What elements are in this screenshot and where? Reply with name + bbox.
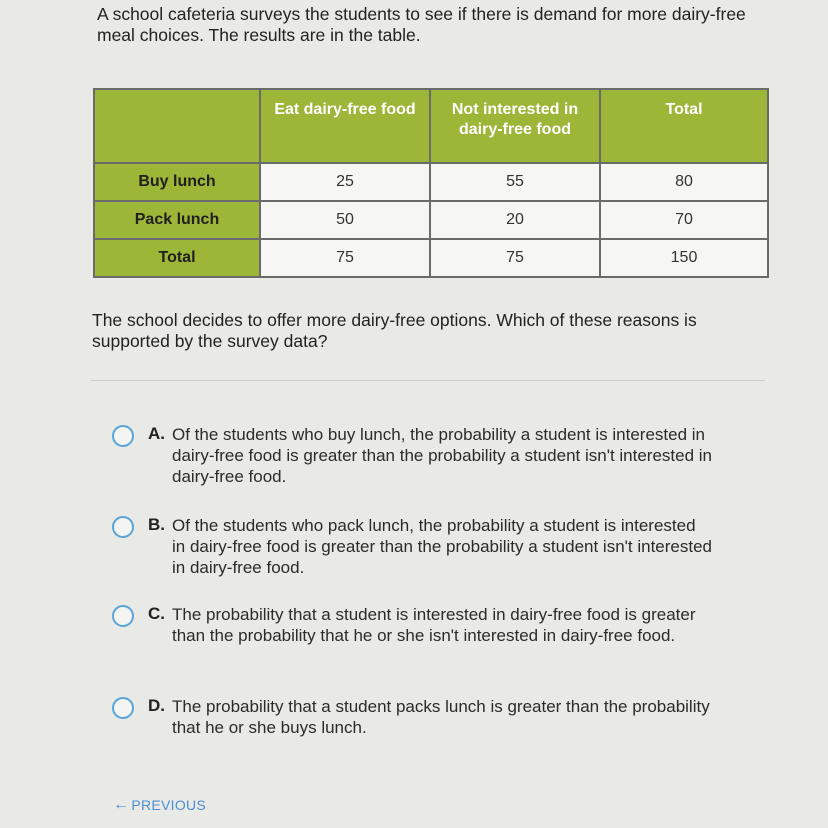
previous-label: PREVIOUS (131, 797, 207, 813)
table-row (94, 163, 768, 201)
divider (90, 380, 765, 381)
table-cell: 75 (430, 239, 600, 277)
choice-b[interactable] (112, 515, 732, 578)
table-header-not-interested: Not interested in dairy-free food (430, 89, 600, 163)
table-cell: 50 (260, 201, 430, 239)
table-cell: 150 (600, 239, 768, 277)
survey-table (93, 88, 769, 278)
row-label-total: Total (94, 239, 260, 277)
table-cell: 70 (600, 201, 768, 239)
table-cell: 20 (430, 201, 600, 239)
choice-letter: A. (148, 424, 165, 443)
arrow-left-icon: ← (113, 796, 130, 813)
table-row (94, 239, 768, 277)
table-cell: 25 (260, 163, 430, 201)
radio-button-b[interactable] (112, 516, 134, 538)
choice-text: Of the students who pack lunch, the probability a student is interested in dairy-free food is greater than the probability a student isn't interested in dairy-free food. (172, 516, 712, 577)
choice-a[interactable] (112, 424, 732, 487)
question-text: The school decides to offer more dairy-free options. Which of these reasons is supported by the survey data? (92, 310, 697, 351)
row-label-buy-lunch: Buy lunch (94, 163, 260, 201)
choice-letter: D. (148, 696, 165, 715)
radio-button-c[interactable] (112, 605, 134, 627)
radio-button-a[interactable] (112, 425, 134, 447)
table-header-total: Total (600, 89, 768, 163)
choice-c[interactable] (112, 604, 732, 646)
row-label-pack-lunch: Pack lunch (94, 201, 260, 239)
choice-text: The probability that a student packs lunch is greater than the probability that he or she buys lunch. (172, 697, 710, 737)
problem-intro: A school cafeteria surveys the students to see if there is demand for more dairy-free meal choices. The results are in the table. (97, 4, 746, 45)
table-row (94, 201, 768, 239)
table-cell: 55 (430, 163, 600, 201)
radio-button-d[interactable] (112, 697, 134, 719)
choice-letter: C. (148, 604, 165, 623)
previous-button[interactable] (113, 796, 206, 814)
choice-d[interactable] (112, 696, 732, 738)
table-header-row (94, 89, 768, 163)
choice-letter: B. (148, 515, 165, 534)
choice-text: The probability that a student is interested in dairy-free food is greater than the probability that he or she isn't interested in dairy-free food. (172, 605, 696, 645)
table-header-corner (94, 89, 260, 163)
choice-text: Of the students who buy lunch, the probability a student is interested in dairy-free food is greater than the probability a student isn't interested in dairy-free food. (172, 425, 712, 486)
table-header-dairy-free: Eat dairy-free food (260, 89, 430, 163)
table-cell: 80 (600, 163, 768, 201)
table-cell: 75 (260, 239, 430, 277)
